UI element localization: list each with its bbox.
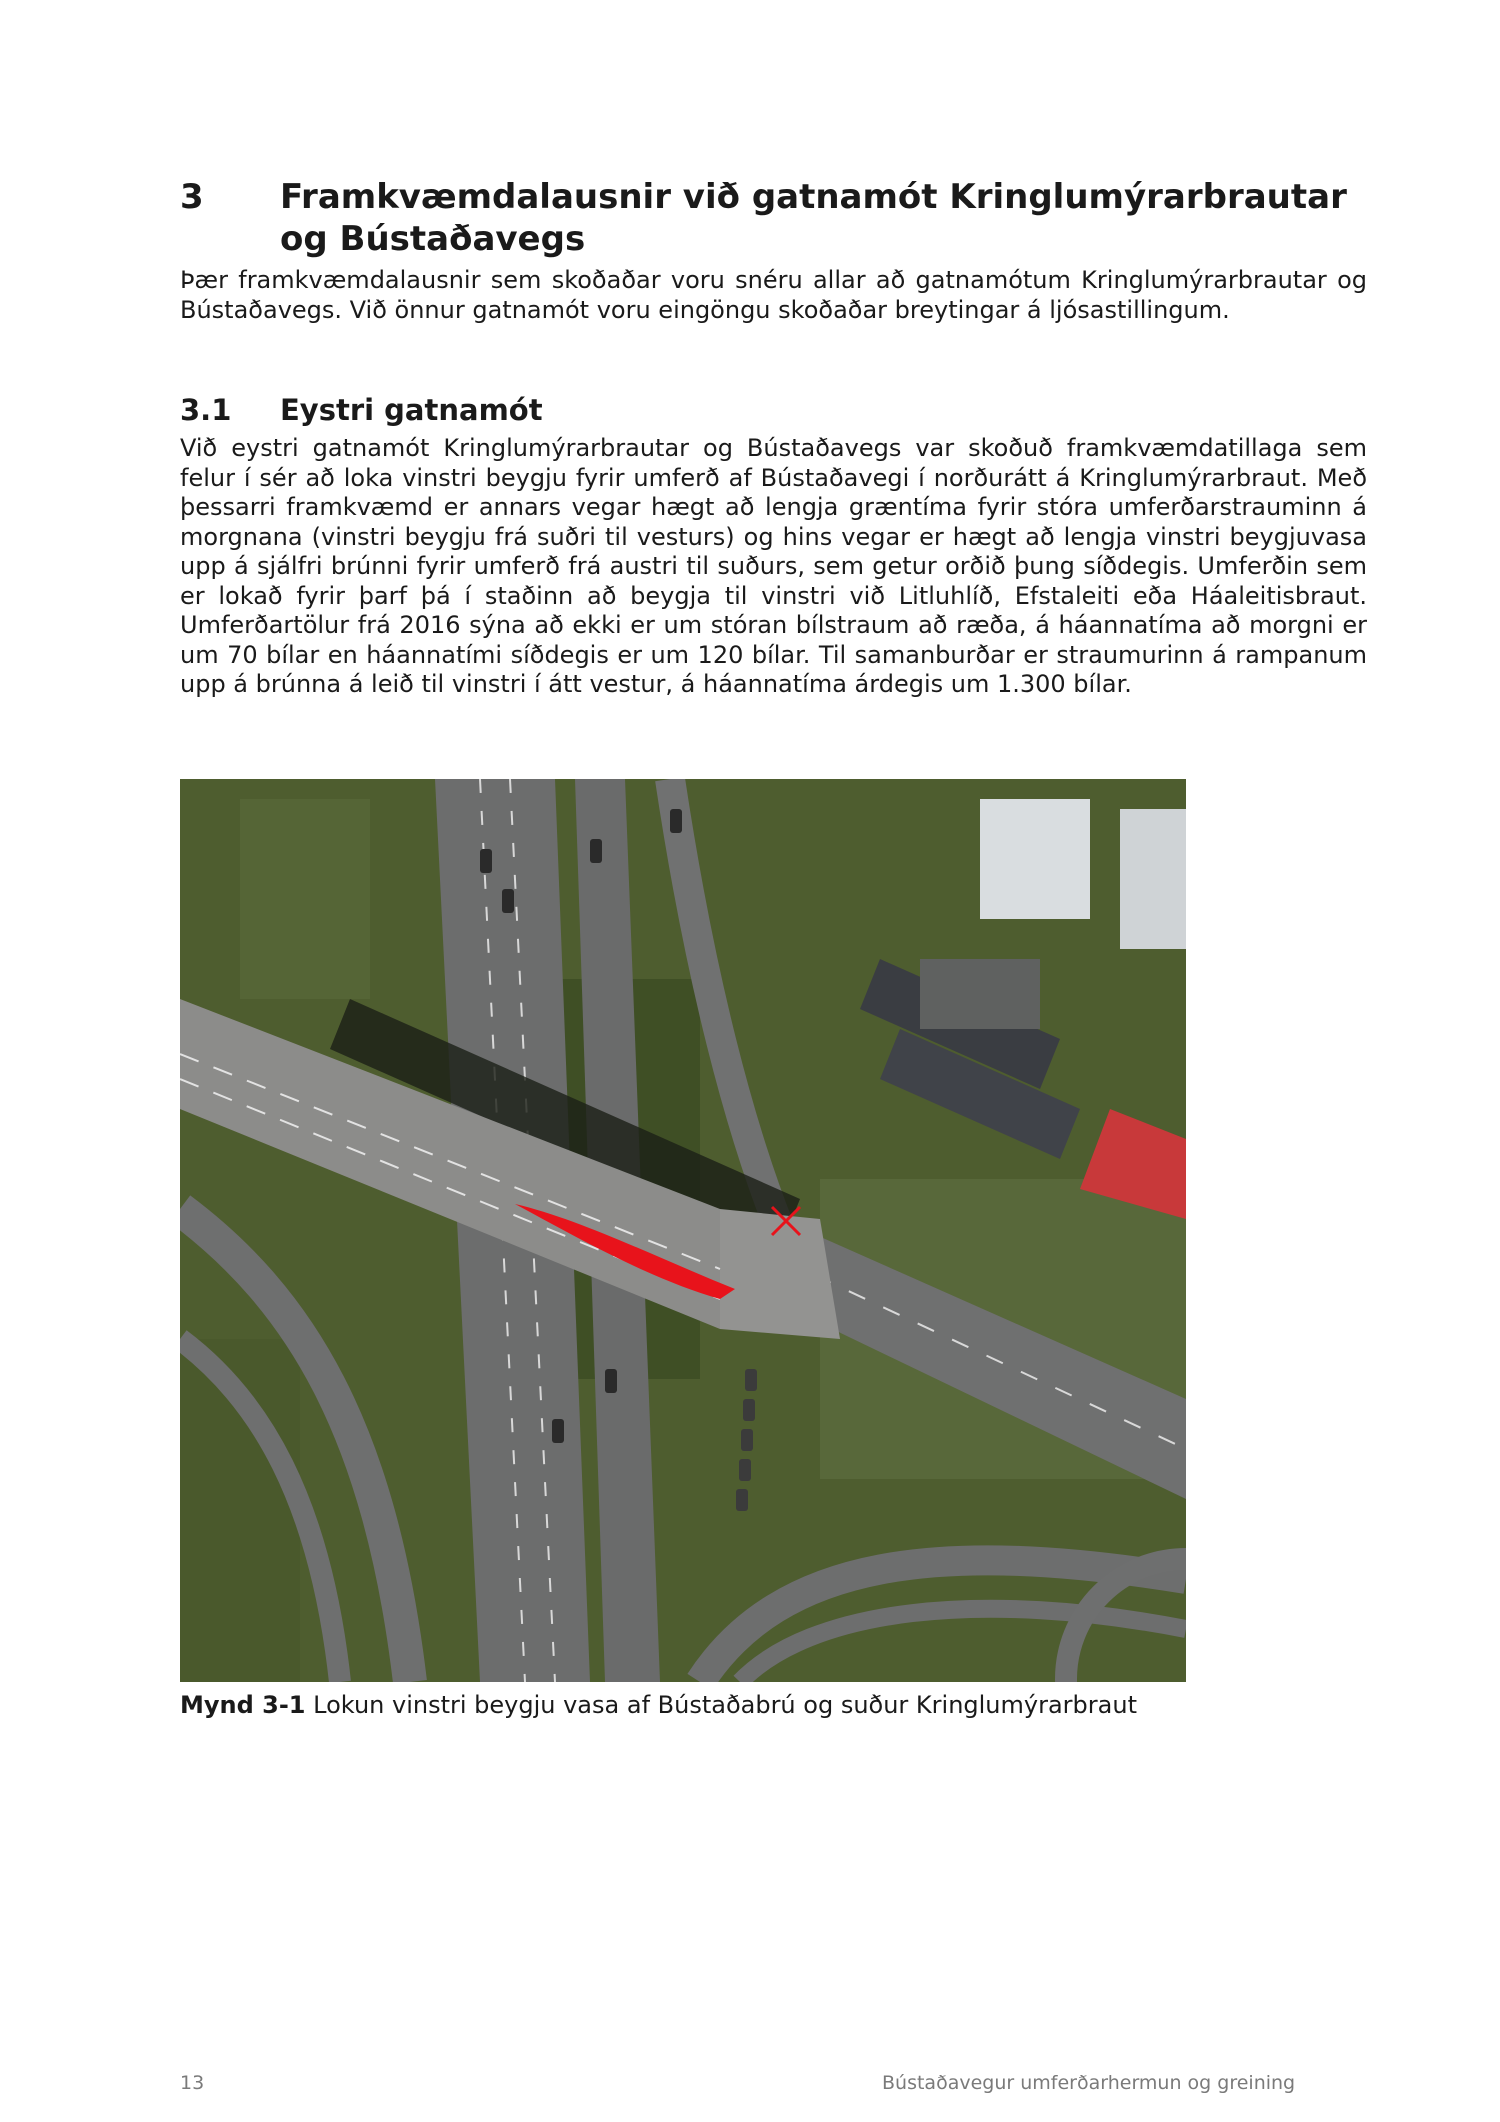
aerial-photo-figure — [180, 779, 1186, 1682]
aerial-photo — [180, 779, 1186, 1682]
subsection-title: Eystri gatnamót — [280, 393, 543, 427]
subsection-body: Við eystri gatnamót Kringlumýrarbrautar og Bústaðavegs var skoðuð framkvæmdatillaga sem felur í sér að loka vinstri beygju fyrir umferð af Bústaðavegi í norðurátt á Kringlumýrarbraut. Með þessarri framkvæmd er annars vegar hægt að lengja græntíma fyrir stóra umferðarstrauminn á morgnana (vinstri beygju frá suðri til vesturs) og hins vegar er hægt að lengja vinstri beygjuvasa upp á sjálfri brúnni fyrir umferð frá austri til suðurs, sem getur orðið þung síðdegis. Umferðin sem er lokað fyrir þarf þá í staðinn að beygja til vinstri við Litluhlíð, Efstaleiti eða Háaleitisbraut. Umferðartölur frá 2016 sýna að ekki er um stóran bílstraum að ræða, á háannatíma að morgni er um 70 bílar en háannatími síðdegis er um 120 bílar. Til samanburðar er straumurinn á rampanum upp á brúnna á leið til vinstri í átt vestur, á háannatíma árdegis um 1.300 bílar. — [180, 434, 1367, 698]
section-title: Framkvæmdalausnir við gatnamót Kringlumýrarbrautar og Bústaðavegs — [280, 177, 1347, 259]
subsection-number: 3.1 — [180, 393, 232, 427]
footer-doc-title: Bústaðavegur umferðarhermun og greining — [882, 2072, 1296, 2094]
page-number: 13 — [180, 2072, 205, 2094]
section-intro: Þær framkvæmdalausnir sem skoðaðar voru snéru allar að gatnamótum Kringlumýrarbrautar og Bústaðavegs. Við önnur gatnamót voru eingöngu skoðaðar breytingar á ljósastillingum. — [180, 266, 1367, 324]
section-number: 3 — [180, 177, 204, 217]
figure-caption — [180, 1690, 1380, 1720]
figure-label: Mynd 3-1 — [180, 1691, 306, 1719]
figure-caption-text: Lokun vinstri beygju vasa af Bústaðabrú og suður Kringlumýrarbraut — [313, 1691, 1137, 1719]
